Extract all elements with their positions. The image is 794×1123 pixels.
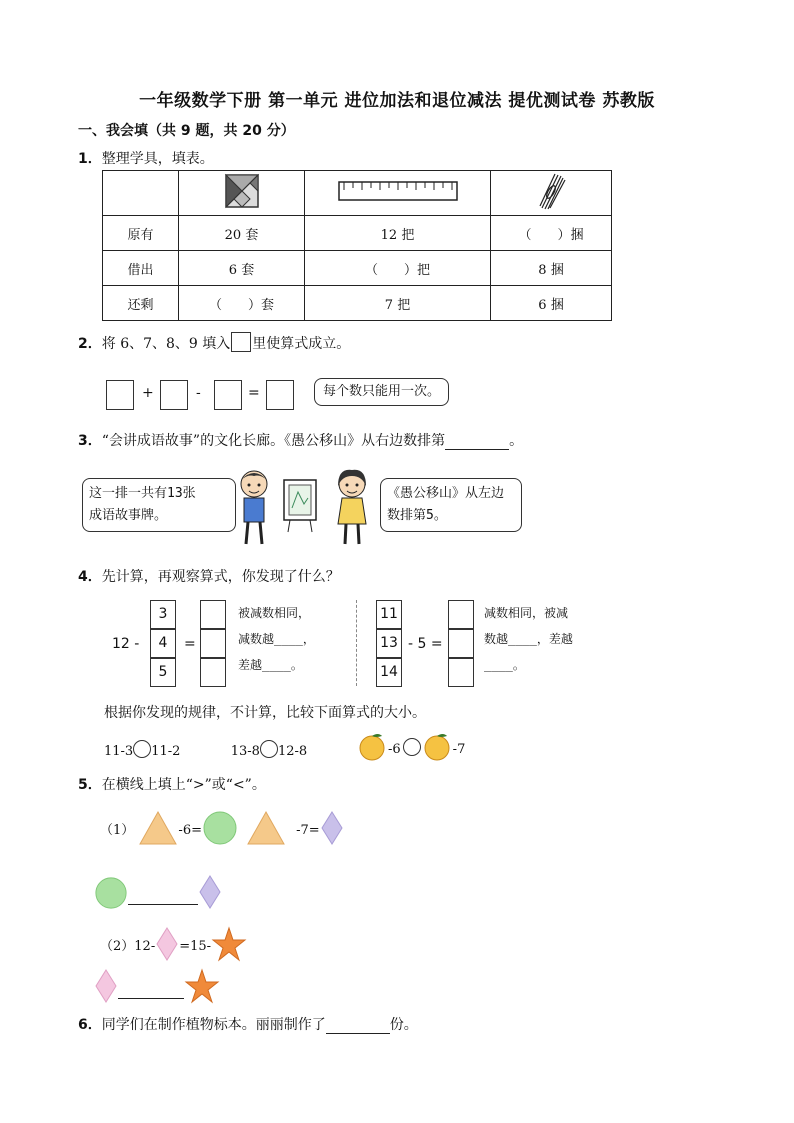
question-number: 2． xyxy=(78,336,102,352)
subtrahend-cell: 4 xyxy=(150,629,176,658)
bubble-line: 数排第5。 xyxy=(387,508,447,523)
compare-circle[interactable] xyxy=(260,740,278,758)
equation-part: -6= xyxy=(178,823,202,838)
question-1 xyxy=(78,148,214,168)
section-heading: 一、我会填（共 9 题，共 20 分） xyxy=(78,123,295,139)
orange-icon xyxy=(358,732,388,762)
table-row xyxy=(103,286,612,321)
boy-speech-bubble xyxy=(82,478,236,532)
question-3 xyxy=(78,430,523,450)
supplies-table xyxy=(102,170,612,321)
compare-instruction: 根据你发现的规律，不计算，比较下面算式的大小。 xyxy=(104,705,426,721)
question-number: 3． xyxy=(78,433,102,449)
story-board-icon xyxy=(282,478,318,538)
circle-icon xyxy=(202,810,238,846)
note-line: 差越____。 xyxy=(238,658,303,672)
pink-diamond-icon xyxy=(94,968,118,1004)
answer-cell[interactable] xyxy=(448,600,474,629)
compare-circle[interactable] xyxy=(133,740,151,758)
equals-sign: = xyxy=(248,385,260,401)
plus-sign: + xyxy=(142,385,154,401)
answer-blank[interactable] xyxy=(128,885,198,905)
question-5 xyxy=(78,774,266,794)
note-line: 数越____，差越 xyxy=(484,632,573,646)
subtrahend-cell: 5 xyxy=(150,658,176,687)
girl-figure-icon xyxy=(330,468,374,552)
question-text: “会讲成语故事”的文化长廊。《愚公移山》从右边数排第 xyxy=(101,433,446,449)
expression: 13-8 xyxy=(230,744,260,759)
table-row xyxy=(103,216,612,251)
question-text-after: 里使算式成立。 xyxy=(252,336,351,352)
subtrahend-cell: 3 xyxy=(150,600,176,629)
expression: -7 xyxy=(452,742,466,757)
divider xyxy=(356,600,357,686)
circle-icon xyxy=(94,876,128,910)
answer-cell[interactable]: （ ）捆 xyxy=(491,216,612,251)
answer-box-2[interactable] xyxy=(160,380,188,410)
minuend-cell: 13 xyxy=(376,629,402,658)
table-cell: 6 套 xyxy=(179,251,305,286)
equation-part: =15- xyxy=(179,939,212,954)
question-text: 将 6、7、8、9 填入 xyxy=(101,336,231,352)
answer-box-4[interactable] xyxy=(266,380,294,410)
orange-compare-row xyxy=(358,732,465,762)
answer-cell[interactable]: （ ）把 xyxy=(305,251,491,286)
question-text: 在横线上填上“>”或“<”。 xyxy=(101,777,266,793)
hint-bubble: 每个数只能用一次。 xyxy=(314,378,449,406)
question-6 xyxy=(78,1014,418,1034)
triangle-icon xyxy=(246,810,286,846)
answer-cell[interactable] xyxy=(200,629,226,658)
question-text: 同学们在制作植物标本。丽丽制作了 xyxy=(101,1017,326,1033)
expression: 12-8 xyxy=(277,744,308,759)
table-row xyxy=(103,251,612,286)
note-line: 被减数相同， xyxy=(238,606,311,620)
question-text: 整理学具，填表。 xyxy=(101,151,214,167)
part-2-row xyxy=(100,926,247,966)
inline-box-icon xyxy=(231,332,251,352)
question-suffix: 。 xyxy=(509,433,524,449)
boy-figure-icon xyxy=(232,468,276,552)
tangram-icon xyxy=(179,171,305,216)
answer-cell[interactable] xyxy=(448,658,474,687)
bubble-line: 成语故事牌。 xyxy=(89,508,168,523)
question-text: 先计算，再观察算式，你发现了什么？ xyxy=(101,569,340,585)
compare-circle[interactable] xyxy=(403,738,421,756)
table-cell: 20 套 xyxy=(179,216,305,251)
diamond-icon xyxy=(320,810,344,846)
note-line: 减数越____， xyxy=(238,632,315,646)
row-label: 原有 xyxy=(103,216,179,251)
bubble-line: 这一排一共有13张 xyxy=(89,486,196,501)
table-cell: 8 捆 xyxy=(491,251,612,286)
girl-speech-bubble xyxy=(380,478,522,532)
part-label: （2）12- xyxy=(100,939,156,954)
table-cell: 7 把 xyxy=(305,286,491,321)
answer-blank[interactable] xyxy=(445,433,509,450)
question-number: 4． xyxy=(78,569,102,585)
table-cell: 6 捆 xyxy=(491,286,612,321)
expression: 11-3 xyxy=(104,744,134,759)
answer-blank[interactable] xyxy=(326,1017,390,1034)
answer-blank[interactable] xyxy=(118,979,184,999)
row-label: 还剩 xyxy=(103,286,179,321)
expression: -6 xyxy=(388,742,401,757)
part-2-compare xyxy=(94,968,220,1008)
note-line: 减数相同，被减 xyxy=(484,606,569,620)
left-minuend: 12 - xyxy=(112,636,140,652)
star-icon xyxy=(184,968,220,1004)
answer-box-1[interactable] xyxy=(106,380,134,410)
star-icon xyxy=(211,926,247,962)
minus-sign: - xyxy=(196,385,201,401)
answer-cell[interactable] xyxy=(200,600,226,629)
page-title: 一年级数学下册 第一单元 进位加法和退位减法 提优测试卷 苏教版 xyxy=(139,91,655,111)
table-corner xyxy=(103,171,179,216)
expression: 11-2 xyxy=(151,744,181,759)
table-cell: 12 把 xyxy=(305,216,491,251)
pink-diamond-icon xyxy=(155,926,179,962)
answer-cell[interactable] xyxy=(448,629,474,658)
part-label: （1） xyxy=(100,823,135,838)
table-header-row xyxy=(103,171,612,216)
question-number: 1． xyxy=(78,151,102,167)
question-suffix: 份。 xyxy=(389,1017,418,1033)
equation-part: -7= xyxy=(296,823,320,838)
compare-row xyxy=(104,740,307,759)
bubble-line: 《愚公移山》从左边 xyxy=(387,486,505,501)
orange-icon xyxy=(423,732,453,762)
answer-cell[interactable] xyxy=(200,658,226,687)
question-number: 5． xyxy=(78,777,102,793)
row-label: 借出 xyxy=(103,251,179,286)
diamond-icon xyxy=(198,874,222,910)
left-rule-note xyxy=(238,600,315,678)
stick-bundle-icon xyxy=(491,171,612,216)
part-1-row xyxy=(100,810,344,850)
note-line: ____。 xyxy=(484,658,525,672)
question-number: 6． xyxy=(78,1017,102,1033)
ruler-icon xyxy=(305,171,491,216)
right-operation: - 5 = xyxy=(408,636,443,652)
question-2 xyxy=(78,332,350,353)
answer-cell[interactable]: （ ）套 xyxy=(179,286,305,321)
right-rule-note xyxy=(484,600,573,678)
triangle-icon xyxy=(138,810,178,846)
part-1-compare xyxy=(94,874,222,914)
minuend-cell: 14 xyxy=(376,658,402,687)
minuend-cell: 11 xyxy=(376,600,402,629)
answer-box-3[interactable] xyxy=(214,380,242,410)
equals-sign: = xyxy=(184,636,196,652)
question-4 xyxy=(78,566,340,586)
